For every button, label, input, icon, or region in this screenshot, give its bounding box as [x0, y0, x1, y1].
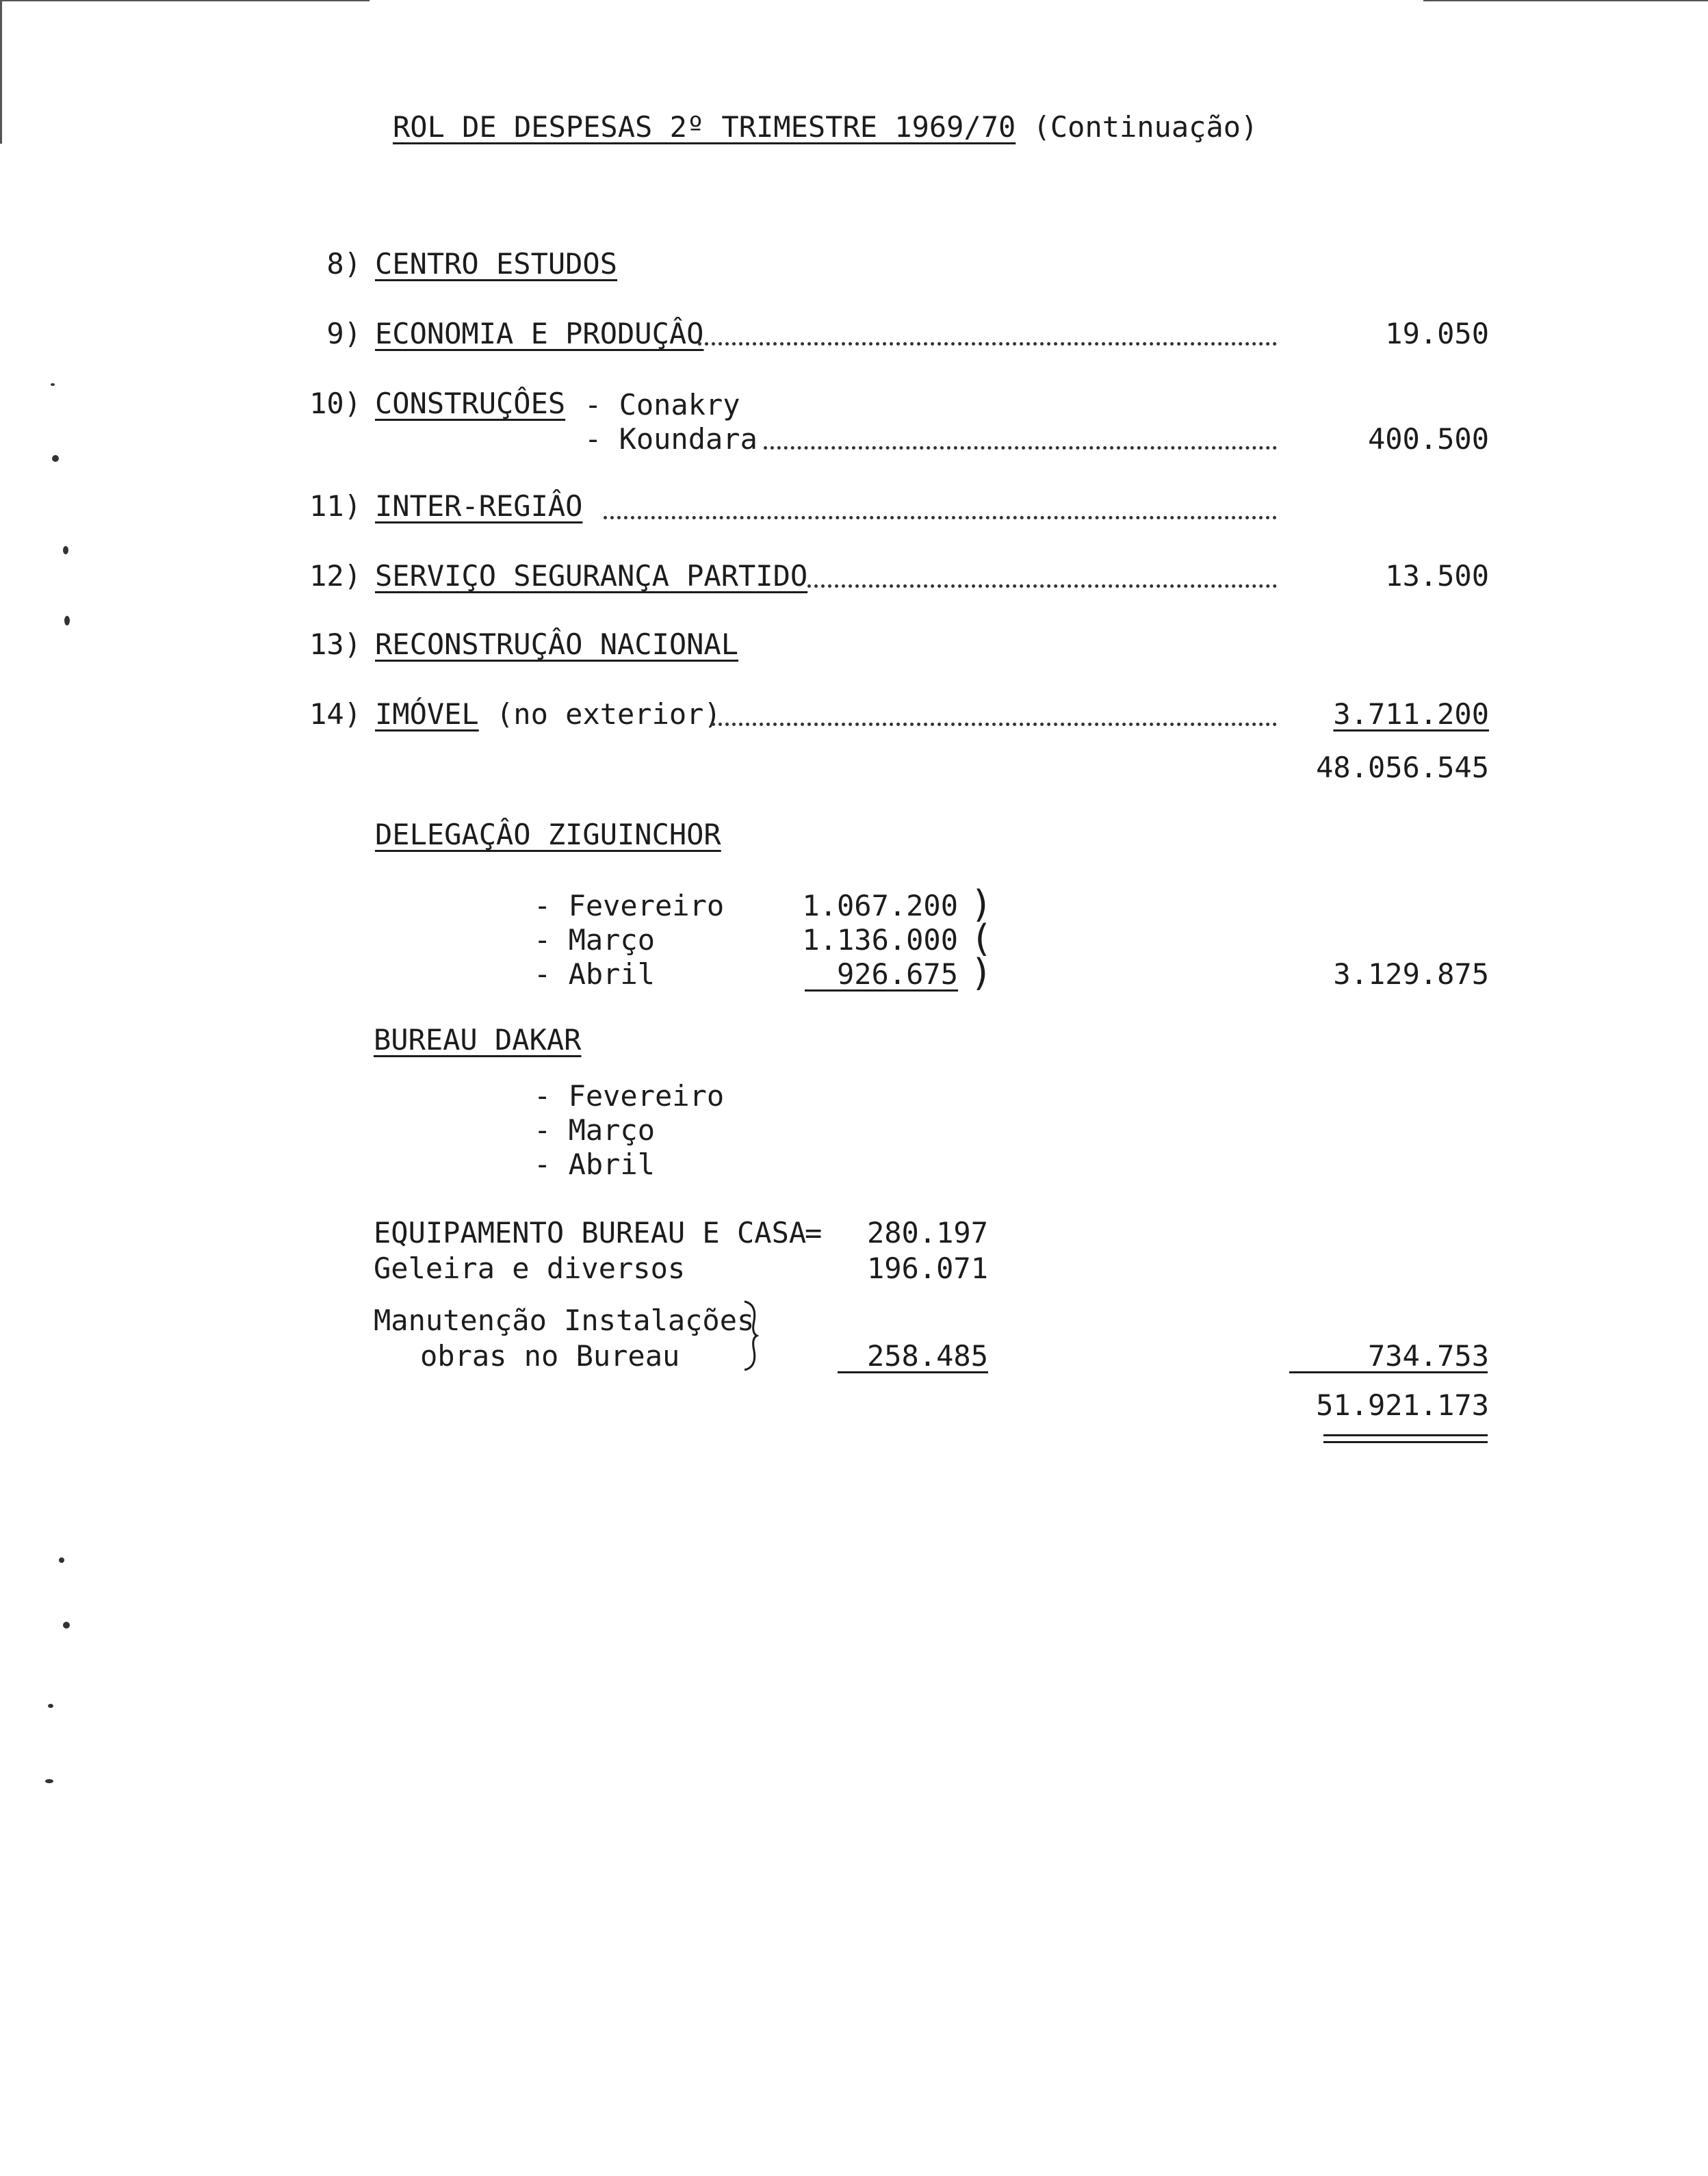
- grand-total: 51.921.173: [1316, 1388, 1489, 1422]
- month-label: - Abril: [534, 957, 656, 991]
- title-suffix: (Continuação): [1033, 110, 1258, 144]
- page-edge-top-right: [1423, 0, 1708, 1]
- title-main: ROL DE DESPESAS 2º TRIMESTRE 1969/70: [393, 110, 1016, 144]
- total-rule: [1289, 1371, 1488, 1373]
- item-number: 14): [309, 697, 361, 731]
- month-label: - Abril: [534, 1148, 656, 1181]
- item-sub-label: - Koundara: [584, 422, 758, 456]
- dot-leader: [698, 342, 1277, 346]
- item-number: 8): [326, 247, 361, 281]
- subtotal-amount: 48.056.545: [1316, 751, 1489, 784]
- margin-speck: [64, 616, 70, 625]
- month-value: 926.675: [836, 957, 958, 991]
- item-number: 9): [326, 317, 361, 350]
- item-label: SERVIÇO SEGURANÇA PARTIDO: [375, 559, 808, 593]
- section-total: 3.129.875: [1333, 957, 1489, 991]
- month-label: - Março: [534, 1113, 656, 1147]
- maintenance-total: 734.753: [1367, 1339, 1489, 1373]
- bracket: ): [970, 883, 993, 926]
- item-label: ECONOMIA E PRODUÇÂO: [375, 317, 704, 350]
- bracket: (: [970, 917, 993, 960]
- section-title: BUREAU DAKAR: [374, 1023, 582, 1057]
- item-number: 11): [309, 489, 361, 523]
- value-underline: [838, 1371, 988, 1373]
- margin-speck: [59, 1557, 64, 1563]
- item-amount: 3.711.200: [1333, 697, 1489, 731]
- margin-speck: [63, 546, 68, 554]
- item-label: IMÓVEL: [375, 697, 479, 731]
- dot-leader: [712, 723, 1277, 726]
- item-sub-label: - Conakry: [584, 388, 740, 422]
- item-number: 13): [309, 627, 361, 661]
- section-title: DELEGAÇÂO ZIGUINCHOR: [375, 818, 721, 851]
- item-label-group: [375, 698, 721, 731]
- month-label: - Fevereiro: [534, 1079, 725, 1113]
- item-label: INTER-REGIÂO: [375, 489, 583, 523]
- page-edge-top: [0, 0, 370, 1]
- document-title: [393, 111, 1258, 144]
- maintenance-label: Manutenção Instalações: [374, 1304, 755, 1337]
- maintenance-value: 258.485: [866, 1339, 988, 1373]
- dot-leader: [604, 516, 1277, 519]
- brace: [742, 1300, 762, 1371]
- equipment-value: 280.197: [866, 1216, 988, 1249]
- item-label: RECONSTRUÇÂO NACIONAL: [375, 627, 739, 661]
- item-number: 12): [309, 559, 361, 593]
- margin-speck: [51, 383, 55, 386]
- item-label: CONSTRUÇÔES: [375, 387, 566, 420]
- geleira-label: Geleira e diversos: [374, 1252, 686, 1285]
- margin-speck: [52, 455, 59, 462]
- geleira-value: 196.071: [866, 1252, 988, 1285]
- item-amount: 400.500: [1367, 422, 1489, 456]
- equipment-label: EQUIPAMENTO BUREAU E CASA: [374, 1216, 807, 1249]
- margin-speck: [63, 1622, 70, 1629]
- item-number: 10): [309, 387, 361, 420]
- item-extra: (no exterior): [496, 697, 721, 731]
- item-label: CENTRO ESTUDOS: [375, 247, 618, 281]
- page-edge-left: [0, 0, 2, 144]
- equals-sign: =: [805, 1216, 823, 1249]
- bracket: ): [970, 951, 993, 994]
- dot-leader: [764, 446, 1277, 450]
- month-value: 1.067.200: [802, 889, 958, 922]
- value-underline: [805, 989, 958, 992]
- maintenance-label: obras no Bureau: [420, 1339, 680, 1373]
- item-amount: 13.500: [1385, 559, 1489, 593]
- month-label: - Fevereiro: [534, 889, 725, 922]
- margin-speck: [48, 1704, 53, 1708]
- double-underline-2: [1323, 1441, 1488, 1443]
- item-amount: 19.050: [1385, 317, 1489, 350]
- month-value: 1.136.000: [802, 923, 958, 957]
- dot-leader: [807, 584, 1277, 588]
- month-label: - Março: [534, 923, 656, 957]
- double-underline-1: [1323, 1434, 1488, 1436]
- margin-speck: [45, 1779, 53, 1783]
